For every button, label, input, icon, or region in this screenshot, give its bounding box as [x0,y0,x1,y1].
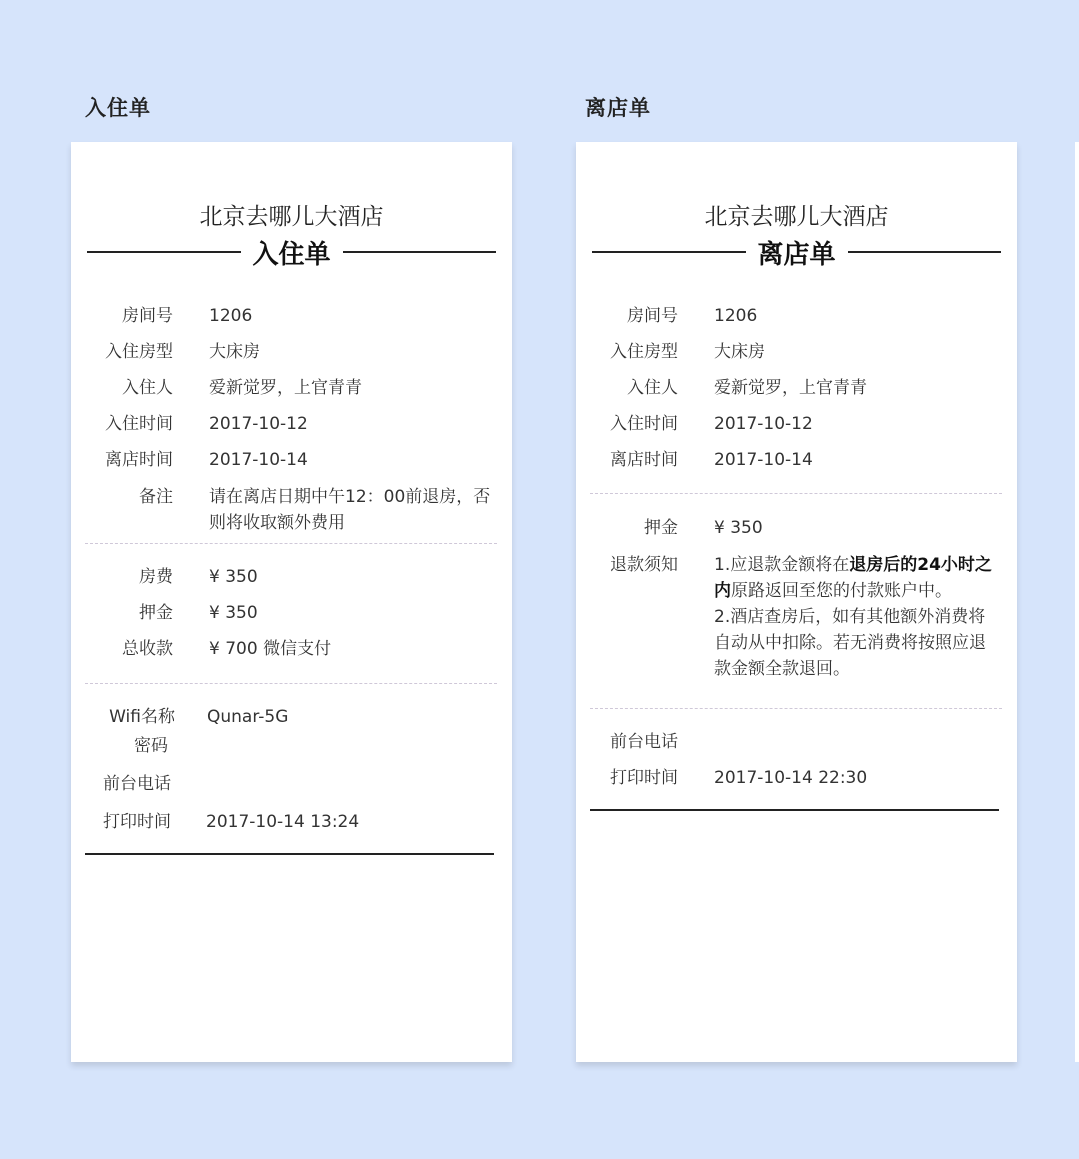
row-value: 2017-10-12 [714,414,813,434]
row-value: 爱新觉罗，上官青青 [209,378,362,398]
row-value: 请在离店日期中午12：00前退房，否则将收取额外费用 [209,487,491,533]
checkout-section-title: 离店单 [585,96,651,120]
title-rule-right [343,251,497,253]
row-value: 大床房 [714,342,765,362]
row-value: 大床房 [209,342,260,362]
checkin-section-title: 入住单 [85,96,151,120]
dashed-divider [590,708,1002,709]
row-value: 2017-10-14 [714,450,813,470]
checkout-doc-title-row [592,232,1001,272]
checkout-row-deposit [588,515,763,541]
checkout-row-room-type [588,339,765,365]
checkin-row-checkout-time [83,447,308,473]
checkout-row-checkout-time [588,447,813,473]
row-label: 房间号 [627,306,678,326]
checkout-hotel-name: 北京去哪儿大酒店 [704,204,889,230]
row-label: 入住人 [122,378,173,398]
checkin-row-front-desk [81,771,207,797]
row-label: 房间号 [122,306,173,326]
checkout-row-refund-notice [588,552,992,682]
title-rule-left [87,251,241,253]
row-label: 打印时间 [103,812,171,832]
checkin-row-remark [83,484,494,536]
dashed-divider [85,543,497,544]
row-value: ¥ 350 [209,567,258,587]
row-value: ¥ 350 [209,603,258,623]
dashed-divider [590,493,1002,494]
checkout-row-guest [588,375,867,401]
row-label: 押金 [139,603,173,623]
row-value: 爱新觉罗，上官青青 [714,378,867,398]
checkin-row-guest [83,375,362,401]
title-rule-left [592,251,746,253]
row-value: 2017-10-14 [209,450,308,470]
row-value: 2017-10-12 [209,414,308,434]
row-value: ¥ 700 微信支付 [209,639,332,659]
checkout-row-print-time [588,765,867,791]
checkout-doc-title: 离店单 [757,239,836,270]
row-label: 前台电话 [610,732,678,752]
checkin-hotel-name: 北京去哪儿大酒店 [199,204,384,230]
checkin-row-checkin-time [83,411,308,437]
row-value: 2017-10-14 13:24 [206,812,360,832]
checkout-row-room [588,303,757,329]
checkin-row-password [78,733,204,759]
row-value: ¥ 350 [714,518,763,538]
checkin-row-print-time [81,809,359,835]
refund-notice-text: 1.应退款金额将在退房后的24小时之内原路返回至您的付款账户中。 2.酒店查房后，如有其他额外消费将自动从中扣除。若无消费将按照应退款金额全款退回。 [714,555,992,679]
checkout-receipt [576,142,1017,1062]
checkin-doc-title-row [87,232,496,272]
row-label: 房费 [139,567,173,587]
title-rule-right [848,251,1002,253]
row-label: 入住人 [627,378,678,398]
row-label: 押金 [644,518,678,538]
checkin-receipt [71,142,512,1062]
next-receipt-edge [1075,142,1079,1062]
row-value: 1206 [209,306,253,326]
row-label: 入住时间 [610,414,678,434]
checkout-row-front-desk [588,729,714,755]
row-label: 入住房型 [610,342,678,362]
checkin-row-room [83,303,252,329]
row-label: 备注 [139,487,173,507]
solid-divider [590,809,999,811]
row-label: 打印时间 [610,768,678,788]
checkin-doc-title: 入住单 [252,239,331,270]
checkin-row-room-fee [83,564,258,590]
checkin-row-wifi [85,704,288,730]
row-label: 密码 [134,736,168,756]
checkin-row-deposit [83,600,258,626]
row-label: 前台电话 [103,774,171,794]
row-value: 2017-10-14 22:30 [714,768,868,788]
row-label: 离店时间 [105,450,173,470]
row-label: 总收款 [122,639,173,659]
row-value: 1206 [714,306,758,326]
row-label: 入住时间 [105,414,173,434]
checkin-row-total [83,636,331,662]
solid-divider [85,853,494,855]
row-label: 退款须知 [610,555,678,575]
checkout-row-checkin-time [588,411,813,437]
row-value: Qunar-5G [207,707,289,727]
dashed-divider [85,683,497,684]
row-label: Wifi名称 [109,707,175,727]
checkin-row-room-type [83,339,260,365]
row-label: 离店时间 [610,450,678,470]
row-label: 入住房型 [105,342,173,362]
